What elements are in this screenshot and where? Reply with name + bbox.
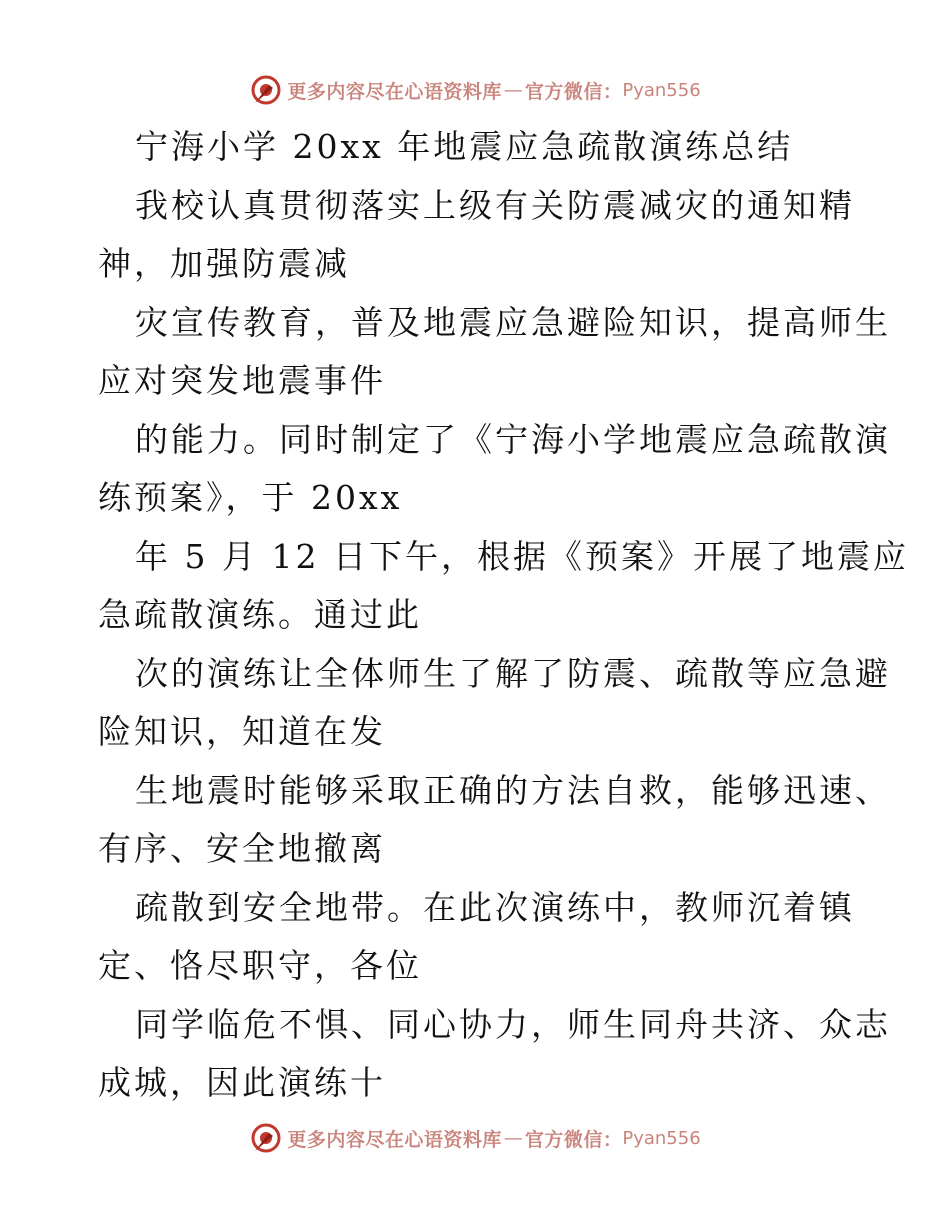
pen-logo-icon	[249, 73, 283, 107]
document-body	[98, 118, 909, 1113]
banner-wechat-id: Pyan556	[622, 79, 701, 101]
document-line: 灾宣传教育，普及地震应急避险知识，提高师生	[135, 302, 891, 342]
document-line: 生地震时能够采取正确的方法自救，能够迅速、	[135, 770, 891, 810]
document-line: 次的演练让全体师生了解了防震、疏散等应急避	[135, 653, 891, 693]
banner-wechat-label: 官方微信：	[524, 1128, 623, 1151]
document-line: 神，加强防震减	[98, 244, 350, 283]
document-line: 练预案》，于 20xx	[98, 478, 403, 517]
banner-site-text: 更多内容尽在心语资料库	[287, 80, 502, 103]
banner-separator: —	[503, 1127, 523, 1149]
document-line: 险知识，知道在发	[98, 712, 386, 751]
document-line: 应对突发地震事件	[98, 361, 386, 400]
pen-logo-icon	[249, 1121, 283, 1155]
banner-wechat-label: 官方微信：	[524, 80, 623, 103]
document-line: 疏散到安全地带。在此次演练中，教师沉着镇	[135, 887, 855, 927]
banner-wechat-id: Pyan556	[622, 1127, 701, 1149]
banner-separator: —	[503, 79, 523, 101]
footer-banner	[0, 1118, 950, 1158]
document-line: 定、恪尽职守，各位	[98, 946, 422, 985]
document-line: 年 5 月 12 日下午，根据《预案》开展了地震应	[135, 536, 909, 576]
banner-site-text: 更多内容尽在心语资料库	[287, 1128, 502, 1151]
document-line: 宁海小学 20xx 年地震应急疏散演练总结	[135, 127, 794, 166]
document-line: 同学临危不惧、同心协力，师生同舟共济、众志	[135, 1004, 891, 1044]
document-line: 成城，因此演练十	[98, 1063, 386, 1102]
document-line: 有序、安全地撤离	[98, 829, 386, 868]
document-line: 的能力。同时制定了《宁海小学地震应急疏散演	[135, 419, 891, 459]
document-line: 急疏散演练。通过此	[98, 595, 422, 634]
header-banner	[0, 70, 950, 110]
document-line: 我校认真贯彻落实上级有关防震减灾的通知精	[135, 185, 855, 225]
